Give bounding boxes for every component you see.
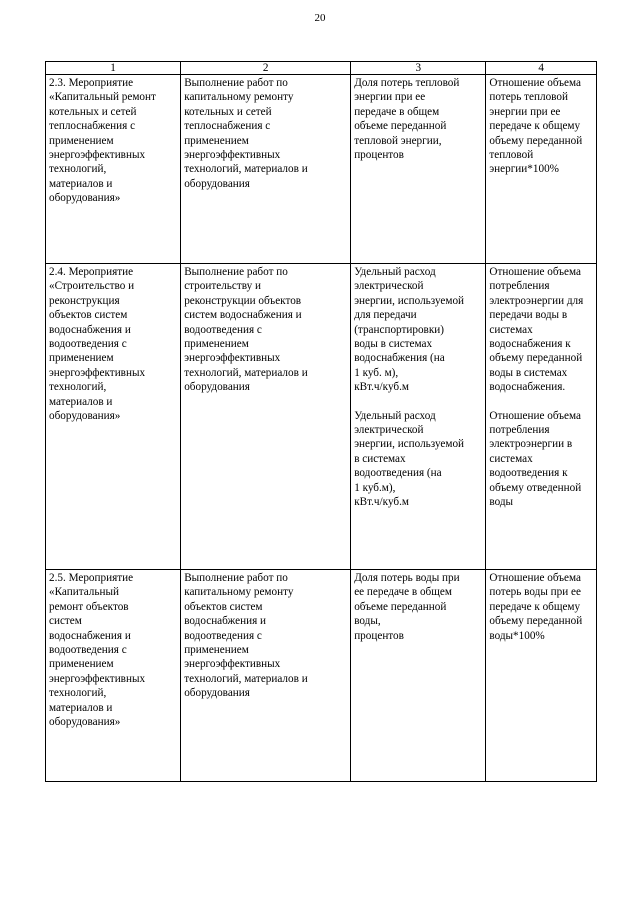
table-row — [46, 75, 597, 264]
measure-cell — [46, 570, 181, 782]
measure-cell — [46, 75, 181, 264]
formula-cell — [486, 264, 597, 570]
measure-text: 2.5. Мероприятие «Капитальный ремонт объектов систем водоснабжения и водоотведения с применением энергоэффективных технологий, материалов и оборудования» — [49, 572, 146, 729]
formula-cell — [486, 75, 597, 264]
column-header: 4 — [486, 62, 597, 75]
work-text: Выполнение работ по строительству и реконструкции объектов систем водоснабжения и водоотведения с применением энергоэффективных технологий, материалов и оборудования — [184, 266, 308, 394]
indicator-text: Доля потерь тепловой энергии при ее передаче в общем объеме переданной тепловой энергии, процентов — [354, 77, 460, 162]
formula-text: Отношение объема потерь тепловой энергии при ее передаче к общему объему переданной тепловой энергии*100% — [489, 77, 583, 176]
work-cell — [181, 75, 351, 264]
table-row — [46, 264, 597, 570]
formula-text: Отношение объема потребления электроэнергии в системах водоотведения к объему отведенной воды — [489, 409, 582, 509]
measures-table — [45, 61, 597, 782]
measure-text: 2.3. Мероприятие «Капитальный ремонт котельных и сетей теплоснабжения с применением энергоэффективных технологий, материалов и оборудования» — [49, 77, 156, 205]
indicator-cell — [351, 264, 486, 570]
page-number: 20 — [314, 12, 326, 24]
indicator-text: Удельный расход электрической энергии, используемой для передачи (транспортировки) воды в системах водоснабжения (на 1 куб. м), кВт.ч/куб.м — [354, 266, 465, 394]
formula-cell — [486, 570, 597, 782]
formula-text: Отношение объема потерь воды при ее передаче к общему объему переданной воды*100% — [489, 572, 583, 642]
measure-cell — [46, 264, 181, 570]
indicator-text: Удельный расход электрической энергии, используемой в системах водоотведения (на 1 куб.м), кВт.ч/куб.м — [354, 409, 465, 509]
work-cell — [181, 570, 351, 782]
column-header: 2 — [181, 62, 351, 75]
measure-text: 2.4. Мероприятие «Строительство и реконструкция объектов систем водоснабжения и водоотведения с применением энергоэффективных технологий, материалов и оборудования» — [49, 266, 146, 423]
indicator-text: Доля потерь воды при ее передаче в общем объеме переданной воды, процентов — [354, 572, 460, 642]
work-text: Выполнение работ по капитальному ремонту объектов систем водоснабжения и водоотведения с применением энергоэффективных технологий, материалов и оборудования — [184, 572, 308, 700]
work-cell — [181, 264, 351, 570]
column-header: 3 — [351, 62, 486, 75]
work-text: Выполнение работ по капитальному ремонту котельных и сетей теплоснабжения с применением энергоэффективных технологий, материалов и оборудования — [184, 77, 308, 190]
indicator-cell — [351, 75, 486, 264]
table-header-row — [46, 62, 597, 75]
formula-text: Отношение объема потребления электроэнергии для передачи воды в системах водоснабжения к объему переданной воды в системах водоснабжения. — [489, 266, 584, 394]
indicator-cell — [351, 570, 486, 782]
table-row — [46, 570, 597, 782]
column-header: 1 — [46, 62, 181, 75]
